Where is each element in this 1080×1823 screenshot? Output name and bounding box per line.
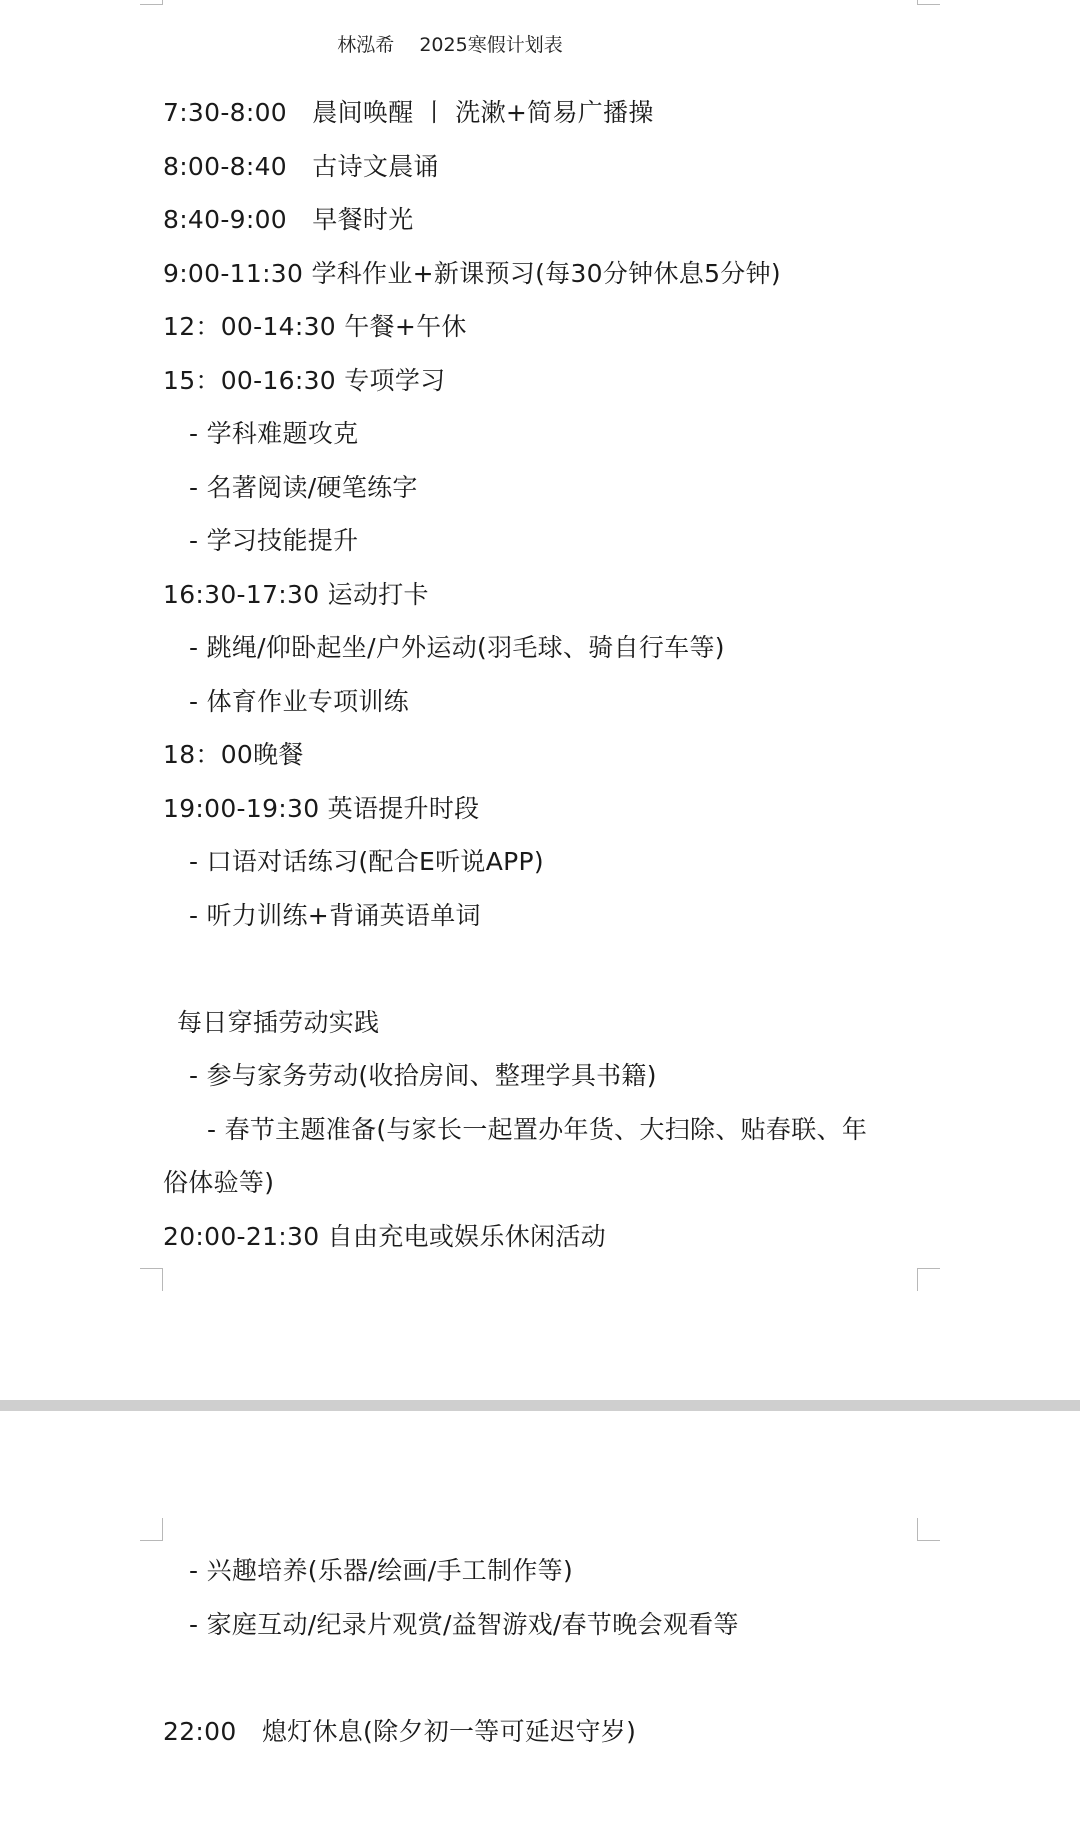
- page-corner-mark: [140, 0, 163, 5]
- schedule-line: 8:00-8:40 古诗文晨诵: [163, 152, 439, 181]
- schedule-subitem: - 体育作业专项训练: [189, 687, 409, 716]
- page-separator: [0, 1400, 1080, 1411]
- page-corner-mark: [140, 1518, 163, 1541]
- page-corner-mark: [917, 1268, 940, 1291]
- schedule-line: 8:40-9:00 早餐时光: [163, 205, 414, 234]
- schedule-line: 18：00晚餐: [163, 740, 304, 769]
- schedule-subitem: - 名著阅读/硬笔练字: [189, 473, 418, 502]
- section-heading: 每日穿插劳动实践: [177, 1008, 380, 1037]
- page-corner-mark: [917, 0, 940, 5]
- schedule-subitem: - 跳绳/仰卧起坐/户外运动(羽毛球、骑自行车等): [189, 633, 725, 662]
- schedule-line: 12：00-14:30 午餐+午休: [163, 312, 467, 341]
- schedule-subitem: - 家庭互动/纪录片观赏/益智游戏/春节晚会观看等: [189, 1610, 739, 1639]
- page-corner-mark: [140, 1268, 163, 1291]
- schedule-line: 16:30-17:30 运动打卡: [163, 580, 429, 609]
- document-title: 林泓希 2025寒假计划表: [337, 34, 563, 56]
- schedule-line: 22:00 熄灯休息(除夕初一等可延迟守岁): [163, 1717, 637, 1746]
- schedule-line: 7:30-8:00 晨间唤醒 丨 洗漱+简易广播操: [163, 98, 654, 127]
- schedule-subitem: - 听力训练+背诵英语单词: [189, 901, 481, 930]
- schedule-line: 20:00-21:30 自由充电或娱乐休闲活动: [163, 1222, 606, 1251]
- schedule-subitem: - 春节主题准备(与家长一起置办年货、大扫除、贴春联、年: [207, 1115, 868, 1144]
- schedule-subitem: - 兴趣培养(乐器/绘画/手工制作等): [189, 1556, 574, 1585]
- schedule-subitem: - 口语对话练习(配合E听说APP): [189, 847, 544, 876]
- schedule-line: 9:00-11:30 学科作业+新课预习(每30分钟休息5分钟): [163, 259, 781, 288]
- schedule-subitem-continued: 俗体验等): [163, 1168, 275, 1197]
- page-corner-mark: [917, 1518, 940, 1541]
- schedule-subitem: - 学科难题攻克: [189, 419, 359, 448]
- schedule-subitem: - 学习技能提升: [189, 526, 359, 555]
- schedule-line: 19:00-19:30 英语提升时段: [163, 794, 480, 823]
- schedule-subitem: - 参与家务劳动(收拾房间、整理学具书籍): [189, 1061, 657, 1090]
- schedule-line: 15：00-16:30 专项学习: [163, 366, 446, 395]
